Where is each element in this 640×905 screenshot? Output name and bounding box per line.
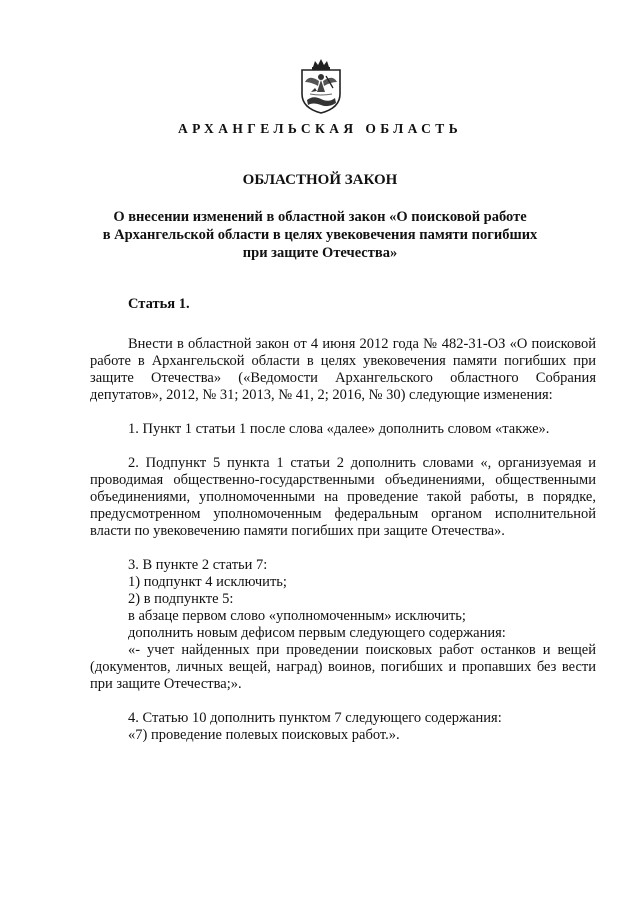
amendment-quote: «- учет найденных при проведении поисковых работ останков и вещей (документов, личных вещей, наград) воинов, погибших и пропавших без вести при защите Отечества;». (90, 642, 596, 692)
amendment-line: дополнить новым дефисом первым следующего содержания: (128, 625, 506, 641)
amendment-item-4 (90, 710, 596, 744)
title-line: в Архангельской области в целях увековечения памяти погибших (102, 227, 538, 243)
amendment-line: 3. В пункте 2 статьи 7: (128, 557, 268, 573)
amendment-line: 4. Статью 10 дополнить пунктом 7 следующего содержания: (128, 710, 502, 726)
title-line: О внесении изменений в областной закон «О поисковой работе (113, 209, 527, 225)
amendment-line: «7) проведение полевых поисковых работ.». (128, 727, 400, 743)
title-line: при защите Отечества» (242, 245, 398, 261)
amendment-line: в абзаце первом слово «уполномоченным» исключить; (128, 608, 466, 624)
coat-of-arms-icon (298, 58, 344, 114)
amendment-item-1: 1. Пункт 1 статьи 1 после слова «далее» дополнить словом «также». (128, 421, 550, 437)
amendment-line: 2) в подпункте 5: (128, 591, 234, 607)
document-title (100, 208, 540, 262)
region-heading: АРХАНГЕЛЬСКАЯ ОБЛАСТЬ (177, 121, 463, 136)
amendment-item-3 (90, 557, 596, 693)
article-heading: Статья 1. (128, 296, 190, 312)
amendment-item-2: 2. Подпункт 5 пункта 1 статьи 2 дополнить словами «, организуемая и проводимая общественно-государственными объединениями, общественными объединениями, уполномоченными на проведение такой работы, в порядке, предусмотренном уполномоченным федеральным органом исполнительной власти по увековечению памяти погибших при защите Отечества». (90, 455, 596, 539)
law-body (90, 296, 596, 761)
article-intro: Внести в областной закон от 4 июня 2012 года № 482-31-ОЗ «О поисковой работе в Архангельской области в целях увековечения памяти погибших при защите Отечества» («Ведомости Архангельского областного Собрания депутатов», 2012, № 31; 2013, № 41, 2; 2016, № 30) следующие изменения: (90, 336, 596, 403)
document-type: ОБЛАСТНОЙ ЗАКОН (242, 172, 398, 188)
amendment-line: 1) подпункт 4 исключить; (128, 574, 287, 590)
